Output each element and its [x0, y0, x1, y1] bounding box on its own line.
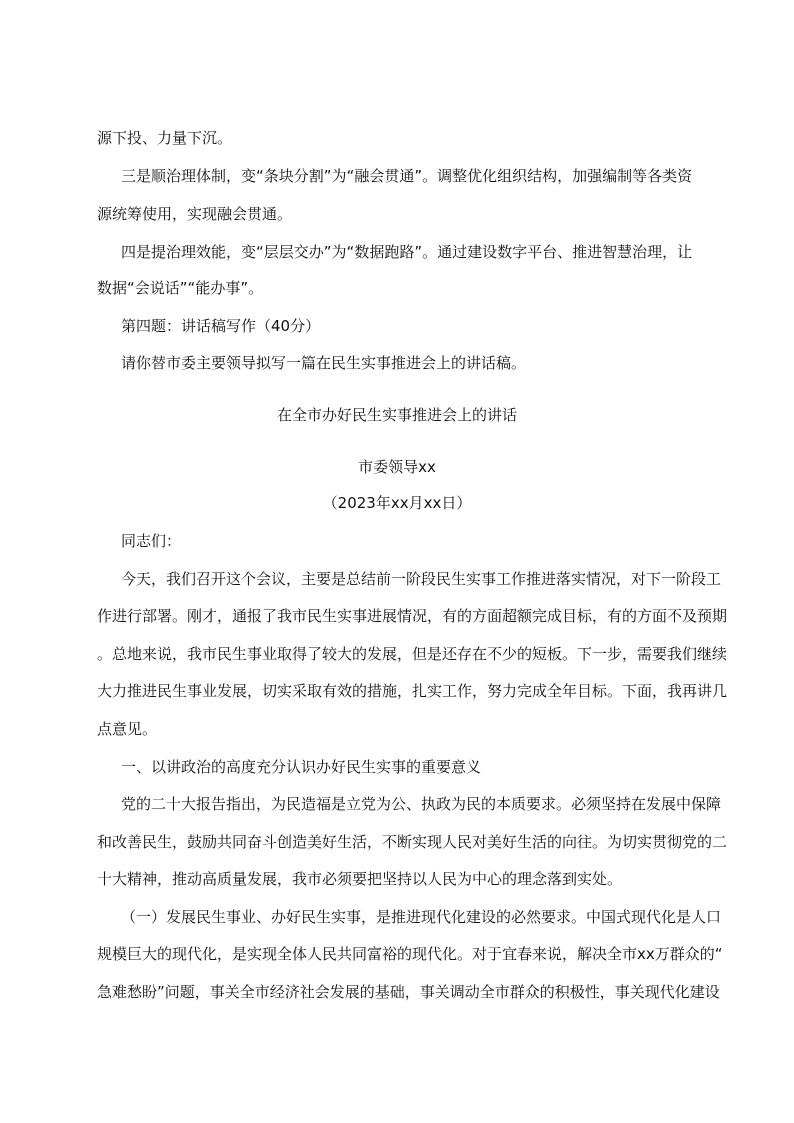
section-heading: 一、以讲政治的高度充分认识办好民生实事的重要意义 — [121, 758, 482, 776]
text-line: 三是顺治理体制，变“条块分割”为“融会贯通”。调整优化组织结构，加强编制等各类资 — [121, 167, 693, 185]
text-line: 数据“会说话”“能办事”。 — [97, 279, 264, 297]
text-line: 作进行部署。刚才，通报了我市民生实事进展情况，有的方面超额完成目标，有的方面不及预期 — [97, 607, 728, 625]
text-line: 急难愁盼”问题，事关全市经济社会发展的基础，事关调动全市群众的积极性，事关现代化建设 — [97, 983, 720, 1001]
speech-title: 在全市办好民生实事推进会上的讲话 — [276, 406, 517, 424]
text-line: 党的二十大报告指出，为民造福是立党为公、执政为民的本质要求。必须坚持在发展中保障 — [121, 795, 722, 813]
section-heading: 第四题：讲话稿写作（40分） — [121, 317, 321, 335]
text-line: 请你替市委主要领导拟写一篇在民生实事推进会上的讲话稿。 — [121, 354, 527, 372]
text-line: 源统筹使用，实现融会贯通。 — [97, 205, 293, 223]
text-line: 大力推进民生事业发展，切实采取有效的措施，扎实工作，努力完成全年目标。下面，我再讲几 — [97, 682, 728, 700]
text-line: 源下投、力量下沉。 — [97, 129, 233, 147]
text-line: 规模巨大的现代化，是实现全体人民共同富裕的现代化。对于宜春来说，解决全市xx万群众的“ — [97, 945, 723, 963]
text-line: 今天，我们召开这个会议，主要是总结前一阶段民生实事工作推进落实情况，对下一阶段工 — [121, 570, 722, 588]
text-line: （一）发展民生事业、办好民生实事，是推进现代化建设的必然要求。中国式现代化是人口 — [121, 908, 722, 926]
text-line: 。总地来说，我市民生事业取得了较大的发展，但是还存在不少的短板。下一步，需要我们继续 — [97, 645, 728, 663]
text-line: 四是提治理效能，变“层层交办”为“数据跑路”。通过建设数字平台、推进智慧治理，让 — [121, 243, 693, 261]
speech-date: （2023年xx月xx日） — [322, 494, 472, 512]
salutation: 同志们： — [121, 532, 182, 550]
text-line: 点意见。 — [97, 720, 158, 738]
speaker-line: 市委领导xx — [358, 458, 436, 476]
text-line: 和改善民生，鼓励共同奋斗创造美好生活，不断实现人民对美好生活的向往。为切实贯彻党的二 — [97, 833, 728, 851]
text-line: 十大精神，推动高质量发展，我市必须要把坚持以人民为中心的理念落到实处。 — [97, 870, 623, 888]
